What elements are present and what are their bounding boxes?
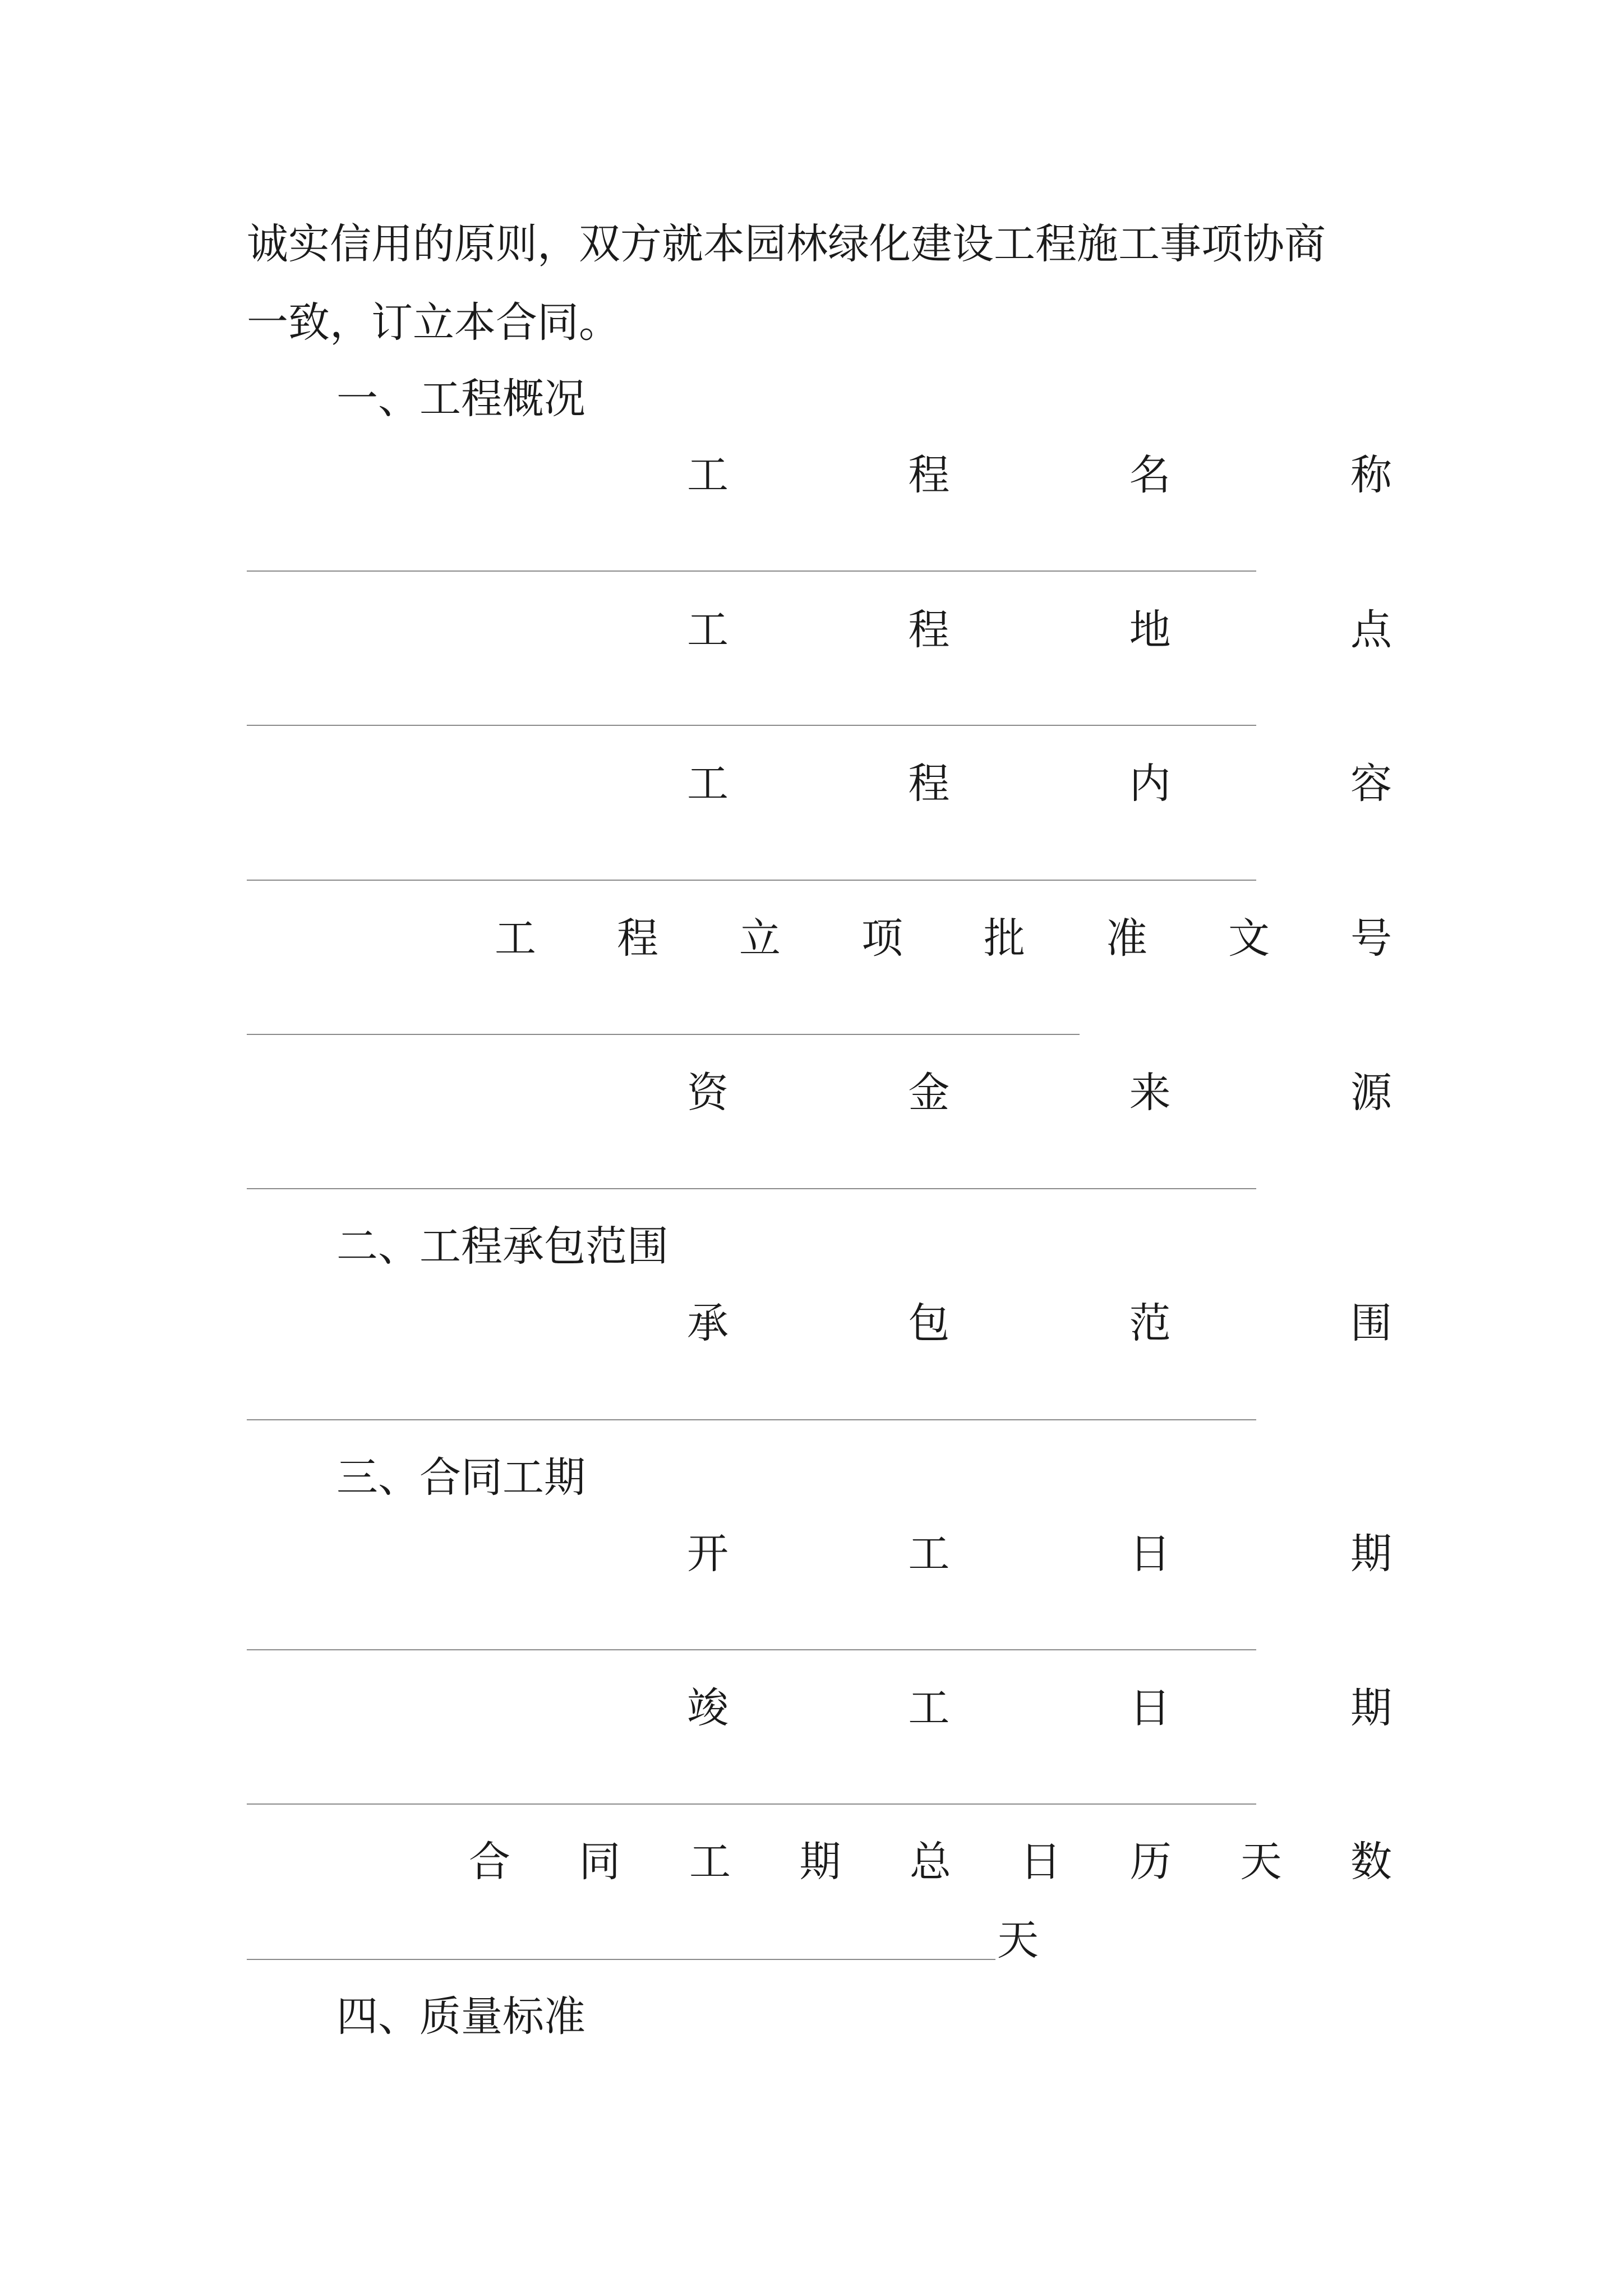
- label-char: 历: [1130, 1838, 1172, 1886]
- label-char: 金: [908, 1069, 950, 1117]
- label-char: 日: [1129, 1530, 1171, 1578]
- label-char: 期: [1350, 1684, 1392, 1732]
- label-char: 点: [1350, 606, 1392, 654]
- intro-line-2: 一致，订立本合同。: [247, 298, 620, 347]
- project-name-blank[interactable]: [247, 570, 1256, 572]
- label-char: 文: [1228, 914, 1270, 963]
- contract-scope-blank[interactable]: [247, 1419, 1256, 1420]
- label-char: 批: [984, 914, 1025, 963]
- label-char: 工: [495, 914, 536, 963]
- label-char: 工: [908, 1684, 950, 1732]
- contract-scope-label: [687, 1299, 1392, 1347]
- funding-source-blank[interactable]: [247, 1188, 1256, 1189]
- label-char: 名: [1129, 451, 1171, 499]
- funding-source-label: [687, 1069, 1392, 1117]
- section-4-heading: 四、质量标准: [336, 1993, 585, 2041]
- label-char: 立: [739, 914, 781, 963]
- label-char: 竣: [687, 1684, 728, 1732]
- project-content-label: [687, 760, 1392, 808]
- total-days-blank[interactable]: [247, 1959, 995, 1960]
- project-location-blank[interactable]: [247, 725, 1256, 726]
- label-char: 数: [1350, 1838, 1392, 1886]
- days-unit: 天: [997, 1916, 1039, 1964]
- label-char: 期: [1350, 1530, 1392, 1578]
- label-char: 源: [1350, 1069, 1392, 1117]
- label-char: 称: [1350, 451, 1392, 499]
- label-char: 容: [1350, 760, 1392, 808]
- label-char: 来: [1129, 1069, 1171, 1117]
- label-char: 包: [908, 1299, 950, 1347]
- approval-number-blank[interactable]: [247, 1034, 1080, 1035]
- project-content-blank[interactable]: [247, 880, 1256, 881]
- section-2-heading: 二、工程承包范围: [336, 1222, 668, 1271]
- label-char: 围: [1350, 1299, 1392, 1347]
- project-name-label: [687, 451, 1392, 499]
- label-char: 日: [1129, 1684, 1171, 1732]
- label-char: 承: [687, 1299, 728, 1347]
- label-char: 工: [687, 606, 728, 654]
- label-char: 合: [469, 1838, 510, 1886]
- label-char: 地: [1129, 606, 1171, 654]
- completion-date-blank[interactable]: [247, 1803, 1256, 1805]
- label-char: 总: [910, 1838, 951, 1886]
- label-char: 范: [1129, 1299, 1171, 1347]
- start-date-blank[interactable]: [247, 1649, 1256, 1650]
- label-char: 工: [687, 451, 728, 499]
- label-char: 工: [689, 1838, 731, 1886]
- label-char: 程: [908, 606, 950, 654]
- approval-number-label: [495, 914, 1392, 963]
- total-days-label: [469, 1838, 1392, 1886]
- section-1-heading: 一、工程概况: [336, 375, 585, 423]
- label-char: 项: [861, 914, 903, 963]
- label-char: 工: [687, 760, 728, 808]
- label-char: 程: [617, 914, 658, 963]
- completion-date-label: [687, 1684, 1392, 1732]
- label-char: 天: [1240, 1838, 1282, 1886]
- intro-line-1: 诚实信用的原则，双方就本园林绿化建设工程施工事项协商: [247, 220, 1326, 268]
- label-char: 开: [687, 1530, 728, 1578]
- label-char: 程: [908, 760, 950, 808]
- label-char: 期: [799, 1838, 841, 1886]
- label-char: 号: [1350, 914, 1392, 963]
- label-char: 同: [579, 1838, 621, 1886]
- label-char: 程: [908, 451, 950, 499]
- label-char: 资: [687, 1069, 728, 1117]
- start-date-label: [687, 1530, 1392, 1578]
- project-location-label: [687, 606, 1392, 654]
- label-char: 工: [908, 1530, 950, 1578]
- label-char: 准: [1106, 914, 1147, 963]
- section-3-heading: 三、合同工期: [336, 1453, 585, 1502]
- label-char: 内: [1129, 760, 1171, 808]
- label-char: 日: [1020, 1838, 1062, 1886]
